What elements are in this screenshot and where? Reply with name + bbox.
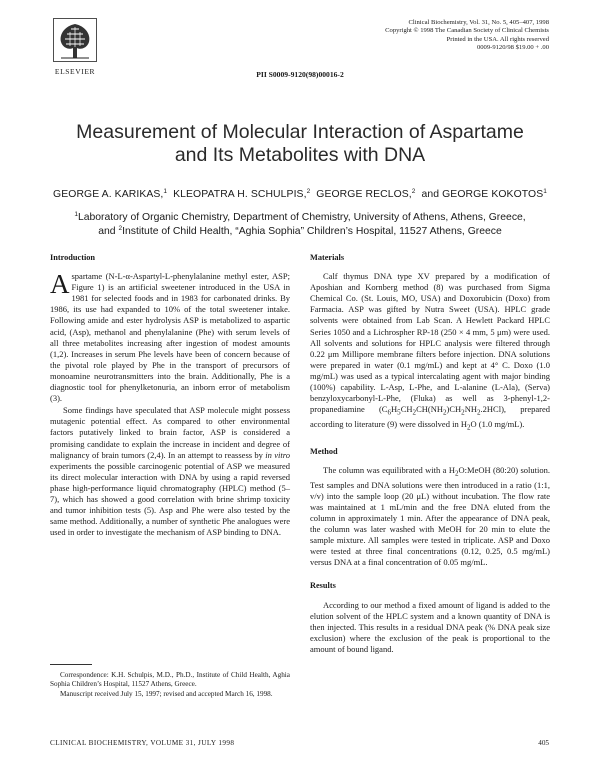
results-heading: Results [310,581,336,591]
affiliation-1: Laboratory of Organic Chemistry, Department of Chemistry, University of Athens, Athens, Greece, [77,212,526,223]
elsevier-tree-icon [53,18,97,62]
author: GEORGE RECLOS,$^2$ [316,188,416,200]
materials-paragraph: Calf thymus DNA type XV prepared by a modification of Aposhian and Kornberg method (8) was purchased from Sigma Chemical Co. (St. Louis, MO, USA) and Doxorubicin (Doxo) from Farmacia. ASP was gifted by Nutra Sweet (USA). HPLC grade solvents were obtained from Lab Scan. A Hewlett Packard HPLC Series 1050 and a Lichrospher RP-18 (250 × 4 mm, 5 μm) were used. All solvents and solutions for HPLC analysis were filtered through 0.22 μm Millipore membrane filters before injection. DNA solutions were prepared in water (0.1 mg/mL) and kept at 4° C. Doxo (1.0 mg/mL) was used as a typical intercalating agent with major binding (100%) capability. L-Asp, L-Phe, and L-alanine (L-Ala), (Serva) benzyloxycarbonyl-L-Phe, (Fluka) as well as 3-phenyl-1,2-propanediamine $(C_6H_5CH_2CH(NH_2)CH_2NH_2.2HCl)$, prepared according to literature (9) were dissolved in $H_2O$ (1.0 mg/mL). [310,271,550,432]
introduction-paragraph-1: Aspartame (N-L-α-Aspartyl-L-phenylalanine methyl ester, ASP; Figure 1) is an artificial sweetener introduced in the USA in 1981 for selected foods and in 1983 for carbonated drinks. By 1986, its use had expanded to 10% of the total sweetener intake. Following amide and ester hydrolysis ASP is metabolized to aspartic acid, (Asp), methanol and phenylalanine (Phe) with serum levels of all three metabolites increasing after ingestion of modest amounts (1,2). Increases in serum Phe levels have been of concern because of the pivotal role played by Phe in the transport of precursors of monoamine neurotransmitters into the brain. Additionally, Phe is a diagnostic tool for phenylketonuria, an inborn error of metabolism (3). [50,269,290,404]
method-paragraph: The column was equilibrated with a $H_2O:MeOH$ (80:20) solution. Test samples and DNA solutions were then introduced in a ratio (1:1, v/v) into the sample loop (20 μL) without incubation. The flow rate was maintained at 1 mL/min and the free DNA eluted from the column in approximately 1 min. After the appearance of DNA peak, the column was later washed with MeOH for 20 min to elute the sample mixture. All samples were tested in triplicate. ASP and Doxo were tested at three final concentrations (0.12, 0.25, 0.5 mg/mL) versus DNA at a final concentration of 0.05 mg/mL. [310,464,550,568]
pii-identifier: PII S0009-9120(98)00016-2 [256,70,344,79]
issn-line: 0009-9120/98 $19.00 + .00 [476,43,549,51]
footnote-divider [50,664,92,665]
author: and GEORGE KOKOTOS$^1$ [421,188,547,200]
journal-citation: Clinical Biochemistry, Vol. 31, No. 5, 405–407, 1998 [408,19,549,26]
affiliations: $^1$Laboratory of Organic Chemistry, Department of Chemistry, University of Athens, Athens, Greece, and $^2$Institute of Child Health, “Aghia Sophia” Children’s Hospital, 11527 Athens, Greece [74,211,526,237]
left-column [50,252,290,538]
introduction-heading: Introduction [50,253,96,262]
journal-info [385,19,549,52]
copyright-line: Copyright © 1998 The Canadian Society of Clinical Chemists [385,27,549,35]
title-line-1: Measurement of Molecular Interaction of Aspartame [76,121,524,143]
page-number: 405 [538,739,549,747]
title-line-2: and Its Metabolites with DNA [174,144,426,166]
results-paragraph: According to our method a fixed amount of ligand is added to the elution solvent of the HPLC system and a known quantity of DNA is then injected. This results in a residual DNA peak (% DNA peak size exclusion) where the exclusion of the peak is proportional to the amount of bound ligand. [310,599,550,654]
method-heading: Method [310,446,338,456]
printed-line: Printed in the USA. All rights reserved [446,35,549,43]
publisher-logo [50,18,100,76]
affiliation-2: Institute of Child Health, “Aghia Sophia” Children’s Hospital, 11527 Athens, Greece [122,225,502,237]
drop-cap: A [50,269,70,300]
author-list [40,189,560,200]
paper-title [40,121,560,167]
footer-journal: CLINICAL BIOCHEMISTRY, VOLUME 31, JULY 1998 [50,739,235,747]
footnotes [50,671,290,699]
author: GEORGE A. KARIKAS,$^1$ [53,188,168,200]
correspondence-note: Correspondence: K.H. Schulpis, M.D., Ph.D., Institute of Child Health, Aghia Sophia Children’s Hospital, 11527 Athens, Greece. [50,671,290,689]
author: KLEOPATRA H. SCHULPIS,$^2$ [173,188,311,200]
publisher-name: ELSEVIER [54,67,96,76]
right-column [310,252,550,655]
manuscript-note: Manuscript received July 15, 1997; revised and accepted March 16, 1998. [60,689,273,698]
materials-heading: Materials [310,253,345,262]
introduction-paragraph-2: Some findings have speculated that ASP molecule might possess mutagenic potential effect. As compared to other environmental factors putatively linked to brain factor, ASP is considered a promising candidate to explain the increase in incident and degree of malignancy of brain tumors (2,4). In an attempt to reassess by in vitro experiments the possible carcinogenic potential of ASP we measured its direct molecular interaction with DNA by using a rapid reversed phase high-performance liquid chromatography (HPLC) method (5–7), which has showed a good correlation with brine shrimp toxicity and tumor inhibition tests (5). Asp and Phe were also tested by the same method. Additionally, a number of synthetic Phe analogues were used in order to investigate the mechanism of ASP binding to DNA. [50,405,290,538]
